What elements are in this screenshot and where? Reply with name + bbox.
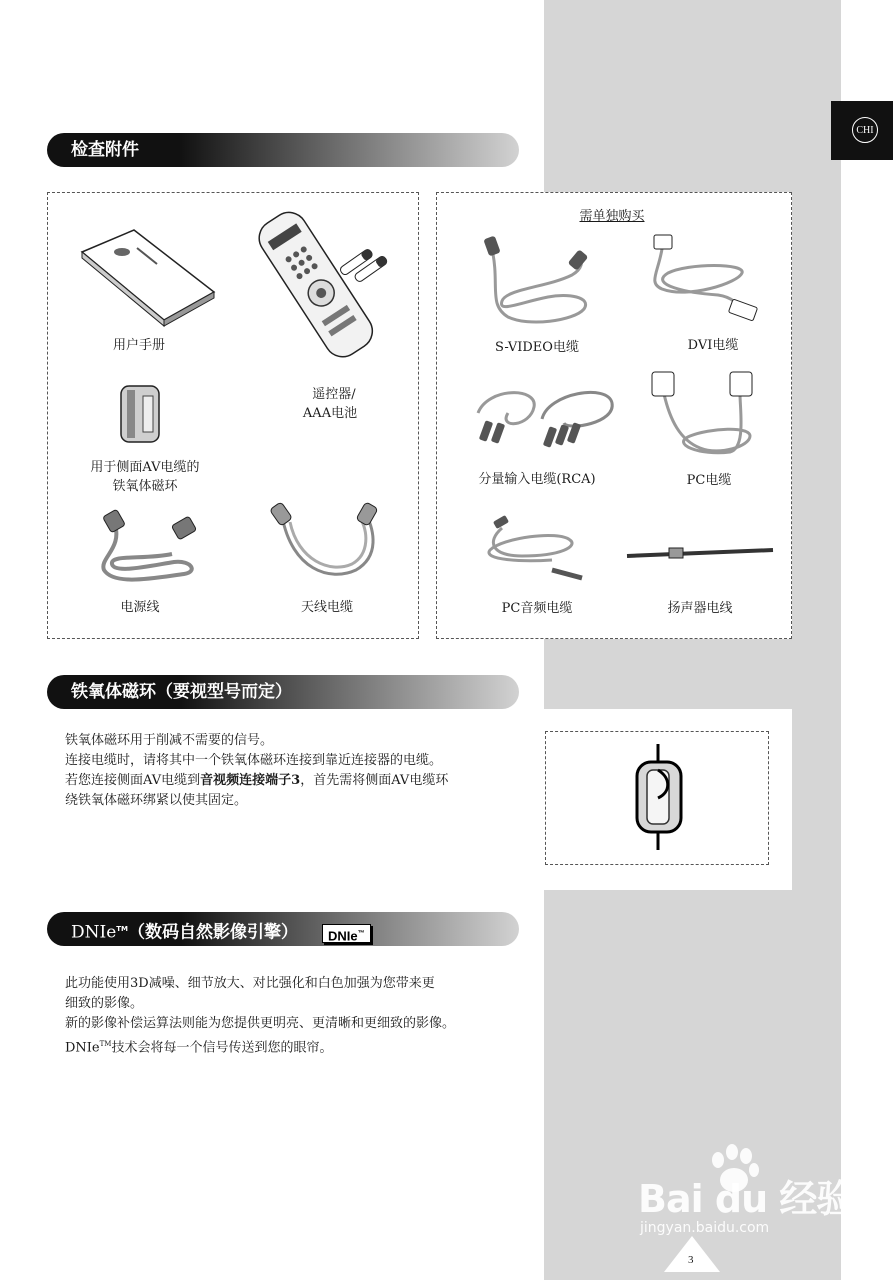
ferrite-text-line1: 铁氧体磁环用于削减不需要的信号。	[65, 733, 274, 748]
watermark-url: jingyan.baidu.com	[640, 1220, 770, 1236]
antenna-cable-illustration	[270, 500, 390, 585]
dnie-description	[65, 974, 530, 1058]
dnie-text-line4-b: 技术会将每一个信号传送到您的眼帘。	[111, 1040, 333, 1056]
svideo-label: S-VIDEO电缆	[495, 340, 579, 355]
power-cord-label: 电源线	[120, 600, 160, 615]
component-cable-illustration	[468, 383, 618, 453]
page-number: 3	[688, 1254, 694, 1266]
pc-cable-illustration	[650, 370, 760, 465]
user-manual-label: 用户手册	[112, 338, 166, 353]
ferrite-header	[47, 675, 519, 709]
watermark-brand: Bai du 经验	[638, 1177, 854, 1221]
pc-audio-label: PC音频电缆	[501, 601, 573, 616]
dnie-text-line4-a: DNIe	[65, 1040, 100, 1056]
accessories-header	[47, 133, 519, 167]
ferrite-core-illustration	[117, 382, 167, 442]
dnie-title-tm: TM	[116, 925, 129, 933]
remote-control-illustration	[248, 212, 388, 357]
accessories-title: 检查附件	[71, 140, 139, 160]
ferrite-wrap-illustration	[625, 742, 695, 852]
remote-label-line1: 遥控器/	[312, 387, 356, 402]
dnie-logo-text: DNIe	[327, 928, 358, 944]
sold-separately-heading: 需单独购买	[579, 209, 645, 224]
pc-audio-cable-illustration	[482, 516, 592, 586]
dnie-text-line4	[65, 1034, 530, 1058]
svideo-cable-illustration	[478, 235, 598, 330]
ferrite-text-line2: 连接电缆时，请将其中一个铁氧体磁环连接到靠近连接器的电缆。	[65, 753, 443, 768]
antenna-cable-label: 天线电缆	[300, 600, 354, 615]
av-terminal-3: 音视频连接端子3	[200, 773, 301, 788]
dnie-title-suffix: （数码自然影像引擎）	[128, 922, 299, 943]
power-cord-illustration	[94, 508, 204, 588]
remote-label-line2: AAA电池	[302, 406, 358, 421]
dnie-text-line3: 新的影像补偿运算法则能为您提供更明亮、更清晰和更细致的影像。	[65, 1016, 456, 1031]
language-tab-label: CHI	[852, 117, 878, 143]
dnie-text-line1: 此功能使用3D减噪、细节放大、对比强化和白色加强为您带来更	[65, 976, 435, 991]
ferrite-text-line3	[65, 771, 535, 791]
speaker-wire-label: 扬声器电线	[667, 601, 733, 616]
ferrite-label-line1: 用于侧面AV电缆的	[90, 460, 200, 475]
dnie-text-line4-tm: TM	[99, 1040, 112, 1048]
ferrite-text-line3-c: ，首先需将侧面AV电缆环	[300, 773, 449, 788]
dnie-logo	[322, 924, 371, 943]
ferrite-text-line4: 绕铁氧体磁环绑紧以使其固定。	[65, 793, 248, 808]
ferrite-text-line3-a: 若您连接侧面AV电缆到	[65, 773, 201, 788]
component-label: 分量输入电缆(RCA)	[478, 472, 596, 487]
ferrite-label-line2: 铁氧体磁环	[112, 479, 178, 494]
user-manual-illustration	[82, 220, 222, 330]
dnie-header	[47, 912, 519, 946]
dnie-logo-tm: ™	[357, 930, 365, 938]
ferrite-description	[65, 731, 535, 811]
dvi-label: DVI电缆	[687, 338, 739, 353]
dnie-title-prefix: DNIe	[71, 922, 117, 943]
ferrite-title: 铁氧体磁环（要视型号而定）	[71, 682, 292, 702]
dvi-cable-illustration	[648, 233, 758, 323]
dnie-text-line2: 细致的影像。	[65, 996, 144, 1011]
pc-cable-label: PC电缆	[686, 473, 732, 488]
speaker-wire-illustration	[625, 542, 775, 572]
